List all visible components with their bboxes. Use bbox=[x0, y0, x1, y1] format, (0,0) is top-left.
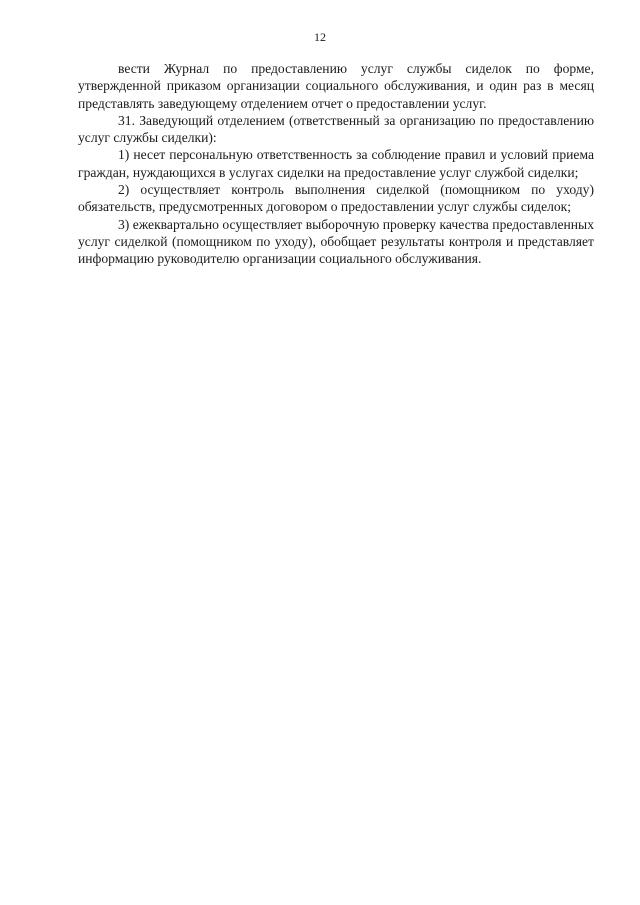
paragraph-subitem-1: 1) несет персональную ответственность за соблюдение правил и условий приема граждан, нуждающихся в услугах сиделки на предоставление услуг службой сиделки; bbox=[78, 147, 594, 180]
paragraph-subitem-2: 2) осуществляет контроль выполнения сиделкой (помощником по уходу) обязательств, предусмотренных договором о предоставлении услуг службы сиделок; bbox=[78, 182, 594, 215]
document-body bbox=[78, 60, 594, 268]
paragraph-item-31: 31. Заведующий отделением (ответственный за организацию по предоставлению услуг службы сиделки): bbox=[78, 112, 594, 146]
paragraph-journal: вести Журнал по предоставлению услуг службы сиделок по форме, утвержденной приказом организации социального обслуживания, и один раз в месяц представлять заведующему отделением отчет о предоставлении услуг. bbox=[78, 61, 594, 111]
page-number: 12 bbox=[314, 30, 326, 44]
paragraph-subitem-3: 3) ежеквартально осуществляет выборочную проверку качества предоставленных услуг сиделкой (помощником по уходу), обобщает результаты контроля и представляет информацию руководителю организации социального обслуживания. bbox=[78, 216, 594, 267]
